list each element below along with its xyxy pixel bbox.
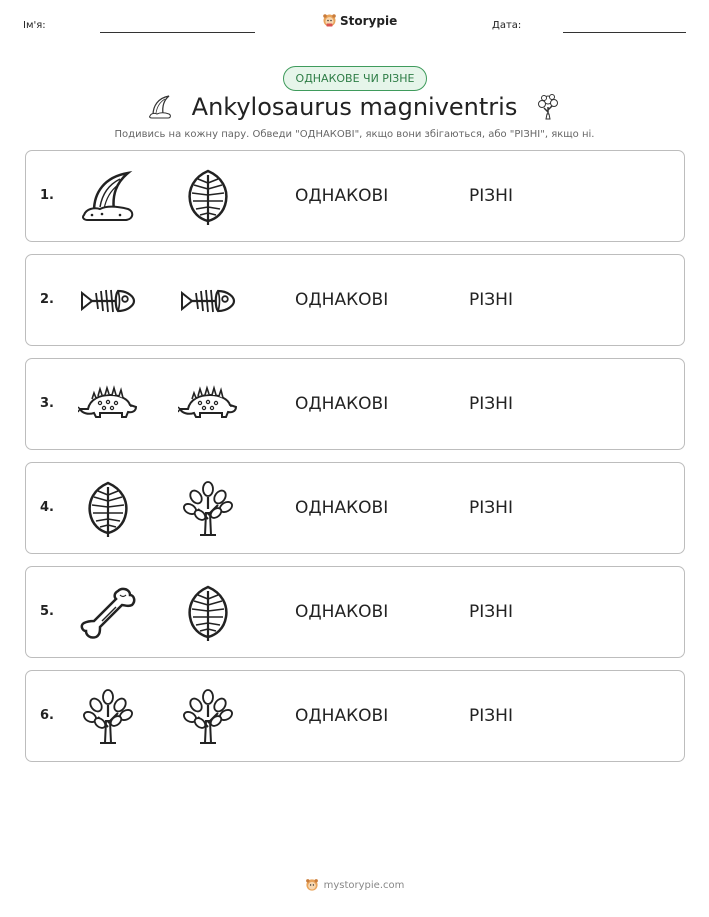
row-number: 4.: [40, 500, 54, 515]
ankylosaurus-icon: [78, 375, 138, 435]
same-option[interactable]: ОДНАКОВІ: [295, 186, 389, 206]
title-row: [0, 92, 709, 122]
same-option[interactable]: ОДНАКОВІ: [295, 394, 389, 414]
row-number: 3.: [40, 396, 54, 411]
pair-row-5: [25, 566, 685, 658]
tree-icon: [78, 687, 138, 747]
row-number: 1.: [40, 188, 54, 203]
row-number: 2.: [40, 292, 54, 307]
pair-row-3: [25, 358, 685, 450]
fish-skeleton-icon: [78, 271, 138, 331]
footer-url: mystorypie.com: [323, 879, 405, 891]
different-option[interactable]: РІЗНІ: [469, 602, 513, 622]
same-option[interactable]: ОДНАКОВІ: [295, 706, 389, 726]
claw-icon: [146, 92, 176, 122]
instructions: Подивись на кожну пару. Обведи "ОДНАКОВІ", якщо вони збігаються, або "РІЗНІ", якщо ні.: [114, 129, 595, 140]
leaf-icon: [178, 583, 238, 643]
different-option[interactable]: РІЗНІ: [469, 706, 513, 726]
date-label: Дата:: [492, 20, 522, 31]
leaf-icon: [78, 479, 138, 539]
bone-icon: [78, 583, 138, 643]
pair-row-6: [25, 670, 685, 762]
same-option[interactable]: ОДНАКОВІ: [295, 602, 389, 622]
same-option[interactable]: ОДНАКОВІ: [295, 498, 389, 518]
pair-row-4: [25, 462, 685, 554]
pair-row-1: [25, 150, 685, 242]
name-line[interactable]: [100, 32, 255, 33]
date-line[interactable]: [563, 32, 686, 33]
name-label: Ім'я:: [23, 20, 46, 31]
footer: [0, 878, 709, 892]
storypie-logo: [322, 13, 397, 28]
different-option[interactable]: РІЗНІ: [469, 394, 513, 414]
page-title: Ankylosaurus magniventris: [191, 93, 518, 121]
leaf-icon: [178, 167, 238, 227]
claw-icon: [78, 167, 138, 227]
tree-icon: [533, 92, 563, 122]
pair-row-2: [25, 254, 685, 346]
fish-skeleton-icon: [178, 271, 238, 331]
different-option[interactable]: РІЗНІ: [469, 290, 513, 310]
mascot-icon: [305, 878, 319, 892]
different-option[interactable]: РІЗНІ: [469, 186, 513, 206]
ankylosaurus-icon: [178, 375, 238, 435]
different-option[interactable]: РІЗНІ: [469, 498, 513, 518]
same-option[interactable]: ОДНАКОВІ: [295, 290, 389, 310]
worksheet-type-badge: ОДНАКОВЕ ЧИ РІЗНЕ: [283, 66, 427, 91]
row-number: 5.: [40, 604, 54, 619]
mascot-icon: [322, 13, 337, 28]
row-number: 6.: [40, 708, 54, 723]
tree-icon: [178, 479, 238, 539]
tree-icon: [178, 687, 238, 747]
brand-name: Storypie: [340, 13, 398, 28]
